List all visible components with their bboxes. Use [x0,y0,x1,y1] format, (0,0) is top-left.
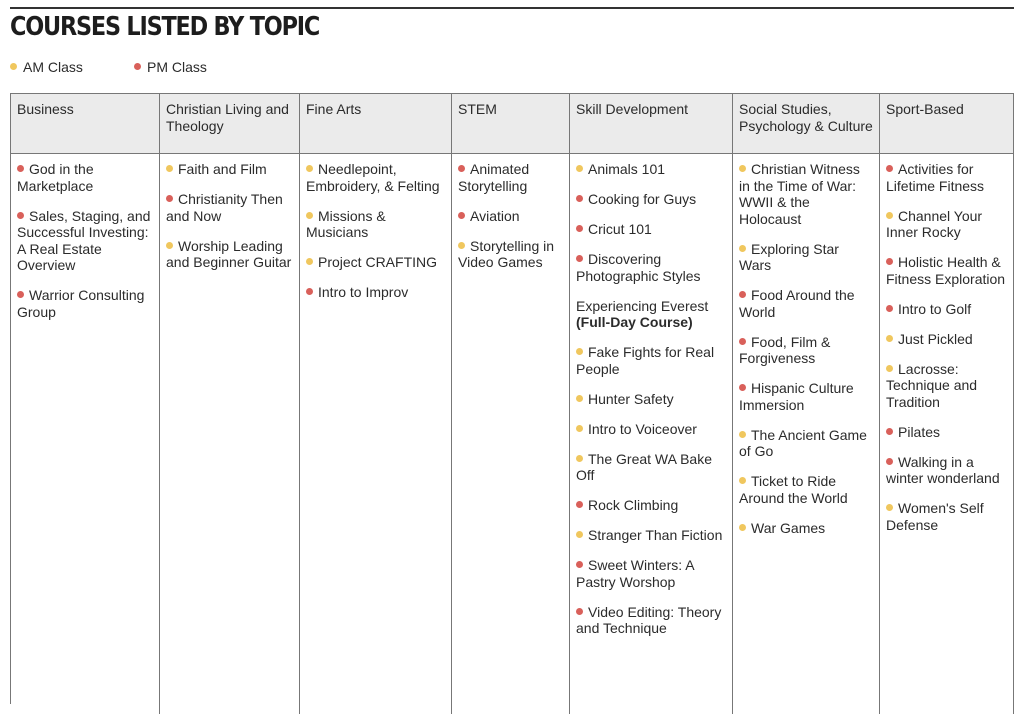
legend-pm [134,59,207,75]
am-dot-icon [739,431,746,438]
pm-dot-icon [886,165,893,172]
course-item [886,301,1007,318]
course-item [576,161,726,178]
am-dot-icon [10,63,17,70]
legend-am [10,59,83,75]
course-item [739,161,873,227]
course-item [739,380,873,413]
course-item [886,361,1007,411]
course-name: Cricut 101 [588,221,652,237]
course-item [458,208,563,225]
course-item [576,557,726,590]
pm-dot-icon [886,428,893,435]
column-header: Business [11,94,160,153]
pm-dot-icon [458,212,465,219]
pm-dot-icon [739,291,746,298]
am-dot-icon [739,165,746,172]
course-item [886,161,1007,194]
course-item [576,221,726,238]
course-name: Fake Fights for Real People [576,344,715,377]
course-item [576,298,726,331]
course-item [886,331,1007,348]
column-body [300,154,452,714]
course-name: Animals 101 [588,161,666,177]
course-item [306,208,445,241]
course-note: (Full-Day Course) [576,314,693,330]
am-dot-icon [166,242,173,249]
pm-dot-icon [17,165,24,172]
pm-dot-icon [458,165,465,172]
course-name: Walking in a winter wonderland [886,453,1000,486]
am-dot-icon [576,165,583,172]
course-item [306,284,445,301]
course-name: Cooking for Guys [588,191,697,207]
pm-dot-icon [17,291,24,298]
am-dot-icon [576,531,583,538]
course-item [576,344,726,377]
course-item [17,208,153,274]
pm-dot-icon [576,608,583,615]
courses-table [10,93,1014,704]
am-dot-icon [576,455,583,462]
am-dot-icon [886,335,893,342]
am-dot-icon [306,212,313,219]
course-item [166,191,293,224]
am-dot-icon [306,258,313,265]
course-item [17,287,153,320]
am-dot-icon [576,395,583,402]
course-item [576,391,726,408]
course-item [576,191,726,208]
course-name: Sales, Staging, and Successful Investing: A Real Estate Overview [17,207,151,273]
am-dot-icon [739,245,746,252]
am-dot-icon [166,165,173,172]
course-name: Lacrosse: Technique and Tradition [886,360,978,410]
course-name: Aviation [470,207,520,224]
am-dot-icon [886,504,893,511]
course-name: Intro to Golf [898,300,972,317]
am-dot-icon [576,348,583,355]
course-name: The Ancient Game of Go [739,426,867,459]
course-item [576,527,726,544]
course-name: Worship Leading and Beginner Guitar [166,237,292,270]
am-dot-icon [739,477,746,484]
course-item [739,287,873,320]
course-item [458,238,563,271]
course-item [739,334,873,367]
course-name: Intro to Voiceover [588,420,697,437]
course-item [886,454,1007,487]
legend-am-label: AM Class [23,59,83,75]
column-header: Fine Arts [300,94,452,153]
course-item [306,161,445,194]
course-item [166,161,293,178]
pm-dot-icon [306,288,313,295]
course-item [306,254,445,271]
course-item [576,251,726,284]
course-name: Activities for Lifetime Fitness [886,161,985,194]
page-title: COURSES LISTED BY TOPIC [10,12,320,42]
am-dot-icon [576,425,583,432]
pm-dot-icon [576,225,583,232]
course-name: Food Around the World [739,287,855,320]
column-body [160,154,300,714]
column-body [570,154,733,714]
column-body [452,154,570,714]
course-name: Faith and Film [178,161,267,177]
course-item [739,241,873,274]
am-dot-icon [886,212,893,219]
course-name: God in the Marketplace [17,161,94,194]
pm-dot-icon [134,63,141,70]
course-item [739,427,873,460]
course-item [886,208,1007,241]
course-item [576,604,726,637]
course-name: Warrior Consulting Group [17,287,145,320]
course-name: Intro to Improv [318,284,409,300]
course-name: Channel Your Inner Rocky [886,207,983,240]
course-name: Needlepoint, Embroidery, & Felting [306,161,440,194]
course-item [886,500,1007,533]
course-name: War Games [751,519,826,536]
course-item [739,520,873,537]
column-header: Skill Development [570,94,733,153]
pm-dot-icon [17,212,24,219]
course-name: Sweet Winters: A Pastry Worshop [576,557,694,590]
pm-dot-icon [739,338,746,345]
course-item [166,238,293,271]
course-name: Holistic Health & Fitness Exploration [886,254,1006,287]
pm-dot-icon [576,255,583,262]
column-header: Christian Living and Theology [160,94,300,153]
course-item [458,161,563,194]
course-item [886,424,1007,441]
course-name: Just Pickled [898,330,973,347]
column-header: Sport-Based [880,94,1014,153]
course-name: The Great WA Bake Off [576,450,712,483]
pm-dot-icon [576,561,583,568]
pm-dot-icon [739,384,746,391]
course-name: Missions & Musicians [306,207,386,240]
pm-dot-icon [576,501,583,508]
legend-pm-label: PM Class [147,59,207,75]
pm-dot-icon [886,458,893,465]
column-body [880,154,1014,714]
top-rule [10,7,1014,9]
course-item [739,473,873,506]
course-name: Experiencing Everest [576,297,709,314]
course-name: Ticket to Ride Around the World [739,473,848,506]
am-dot-icon [739,524,746,531]
course-name: Rock Climbing [588,497,679,513]
course-item [576,497,726,514]
column-body [11,154,160,714]
course-name: Food, Film & Forgiveness [739,333,831,366]
pm-dot-icon [886,258,893,265]
column-header: Social Studies, Psychology & Culture [733,94,880,153]
course-name: Storytelling in Video Games [458,237,555,270]
course-name: Project CRAFTING [318,254,438,270]
column-header: STEM [452,94,570,153]
am-dot-icon [306,165,313,172]
course-name: Hunter Safety [588,390,674,407]
am-dot-icon [886,365,893,372]
course-name: Animated Storytelling [458,161,530,194]
am-dot-icon [458,242,465,249]
course-name: Pilates [898,423,941,440]
pm-dot-icon [576,195,583,202]
course-name: Hispanic Culture Immersion [739,380,854,413]
pm-dot-icon [166,195,173,202]
course-item [17,161,153,194]
course-name: Christian Witness in the Time of War: WWII & the Holocaust [739,161,860,227]
course-name: Women's Self Defense [886,500,984,533]
course-name: Discovering Photographic Styles [576,251,701,284]
course-name: Christianity Then and Now [166,191,283,224]
course-item [886,254,1007,287]
pm-dot-icon [886,305,893,312]
column-body [733,154,880,714]
course-item [576,421,726,438]
course-name: Video Editing: Theory and Technique [576,603,722,636]
course-item [576,451,726,484]
course-name: Exploring Star Wars [739,240,839,273]
course-name: Stranger Than Fiction [588,527,723,543]
